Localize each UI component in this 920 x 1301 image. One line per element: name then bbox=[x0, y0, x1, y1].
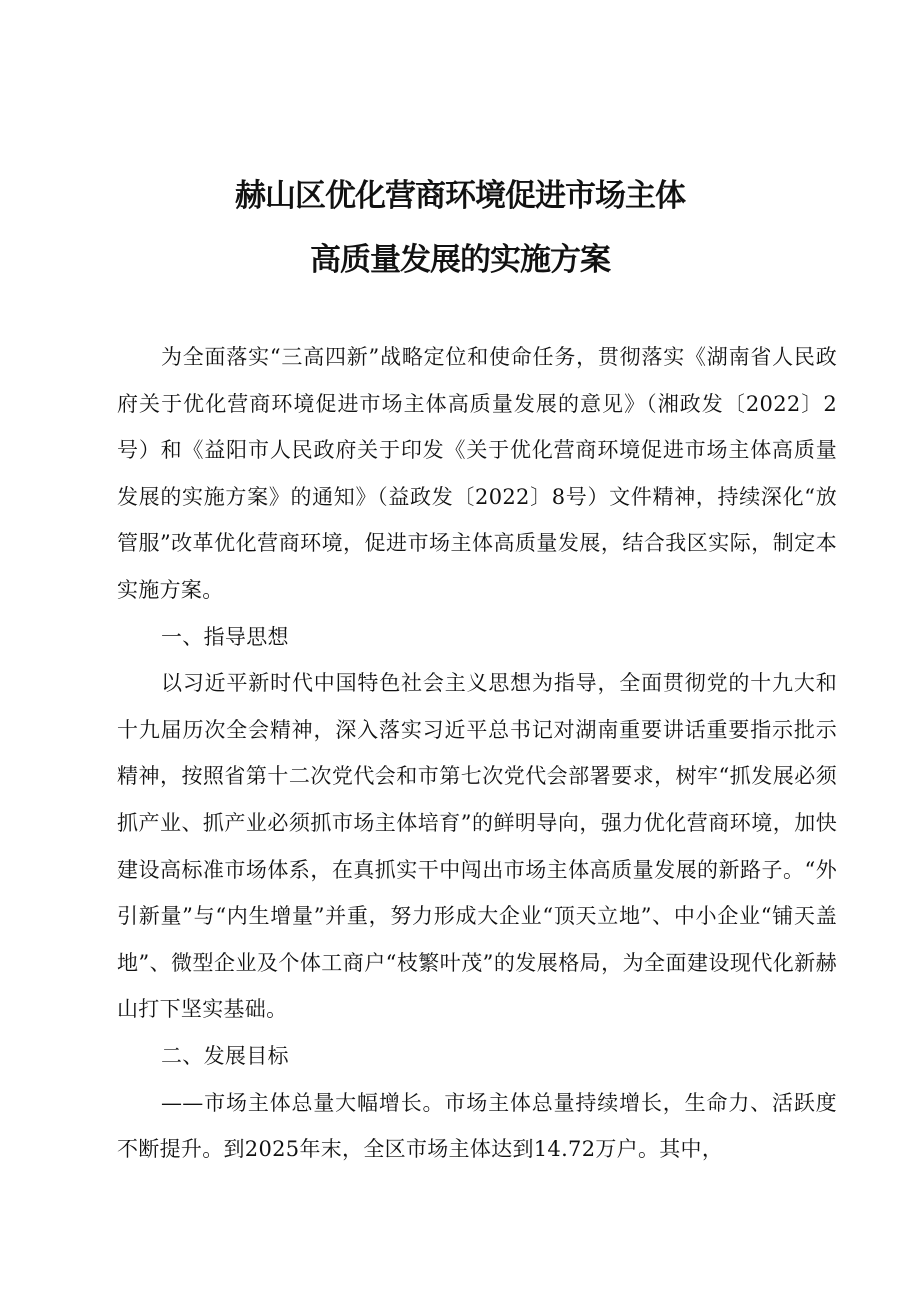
development-goals-paragraph: ——市场主体总量大幅增长。市场主体总量持续增长，生命力、活跃度不断提升。到2025年末，全区市场主体达到14.72万户。其中， bbox=[117, 1090, 837, 1162]
intro-paragraph: 为全面落实“三高四新”战略定位和使命任务，贯彻落实《湖南省人民政府关于优化营商环境促进市场主体高质量发展的意见》（湘政发〔2022〕2号）和《益阳市人民政府关于印发《关于优化营商环境促进市场主体高质量发展的实施方案》的通知》（益政发〔2022〕8号）文件精神，持续深化“放管服”改革优化营商环境，促进市场主体高质量发展，结合我区实际，制定本实施方案。 bbox=[117, 345, 837, 602]
document-title-line-2: 高质量发展的实施方案 bbox=[310, 242, 610, 278]
guiding-ideology-paragraph: 以习近平新时代中国特色社会主义思想为指导，全面贯彻党的十九大和十九届历次全会精神，深入落实习近平总书记对湖南重要讲话重要指示批示精神，按照省第十二次党代会和市第七次党代会部署要求，树牢“抓发展必须抓产业、抓产业必须抓市场主体培育”的鲜明导向，强力优化营商环境，加快建设高标准市场体系，在真抓实干中闯出市场主体高质量发展的新路子。“外引新量”与“内生增量”并重，努力形成大企业“顶天立地”、中小企业“铺天盖地”、微型企业及个体工商户“枝繁叶茂”的发展格局，为全面建设现代化新赫山打下坚实基础。 bbox=[117, 671, 837, 1022]
document-body bbox=[117, 334, 837, 1173]
section-heading-development-goals: 二、发展目标 bbox=[161, 1043, 289, 1068]
section-heading-guiding-ideology: 一、指导思想 bbox=[161, 624, 289, 649]
document-title-line-1: 赫山区优化营商环境促进市场主体 bbox=[235, 178, 685, 214]
